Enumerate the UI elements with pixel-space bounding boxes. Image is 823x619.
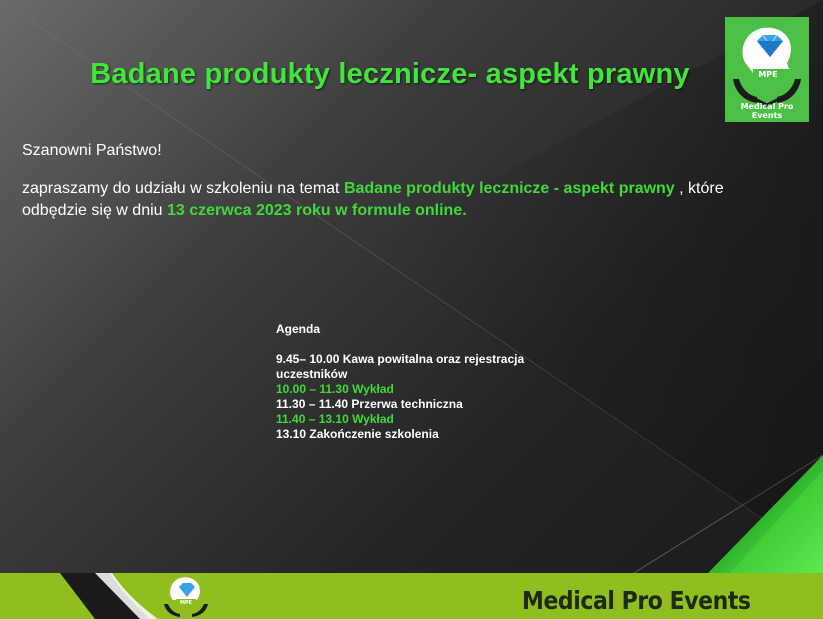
agenda-item-5: 13.10 Zakończenie szkolenia [276, 427, 439, 441]
agenda-item-1: 9.45– 10.00 Kawa powitalna oraz rejestracja uczestników [276, 352, 525, 381]
intro-middle: , które odbędzie się w dniu [22, 180, 724, 219]
intro-date: 13 czerwca 2023 roku w formule online. [166, 202, 467, 219]
diamond-head-hands-icon [725, 17, 809, 112]
agenda-heading: Agenda [276, 322, 321, 336]
company-logo [725, 17, 809, 122]
agenda-item-4: 11.40 – 13.10 Wykład [276, 412, 394, 426]
logo-initials: MPE [758, 70, 778, 79]
slide-title: Badane produkty lecznicze- aspekt prawny [90, 58, 690, 90]
footer-brand-text: Medical Pro Events [522, 586, 751, 615]
footer-logo-icon [160, 574, 210, 619]
intro-paragraph [22, 178, 782, 222]
agenda-item-2: 10.00 – 11.30 Wykład [276, 382, 394, 396]
footer-logo-initials: MPE [179, 600, 193, 606]
agenda-item-3: 11.30 – 11.40 Przerwa techniczna [276, 397, 463, 411]
greeting-text: Szanowni Państwo! [22, 142, 162, 159]
agenda-block [276, 322, 576, 442]
logo-caption: Medical Pro Events [740, 102, 794, 120]
intro-prefix: zapraszamy do udziału w szkoleniu na temat [22, 180, 344, 197]
intro-topic: Badane produkty lecznicze - aspekt prawny [343, 180, 675, 197]
